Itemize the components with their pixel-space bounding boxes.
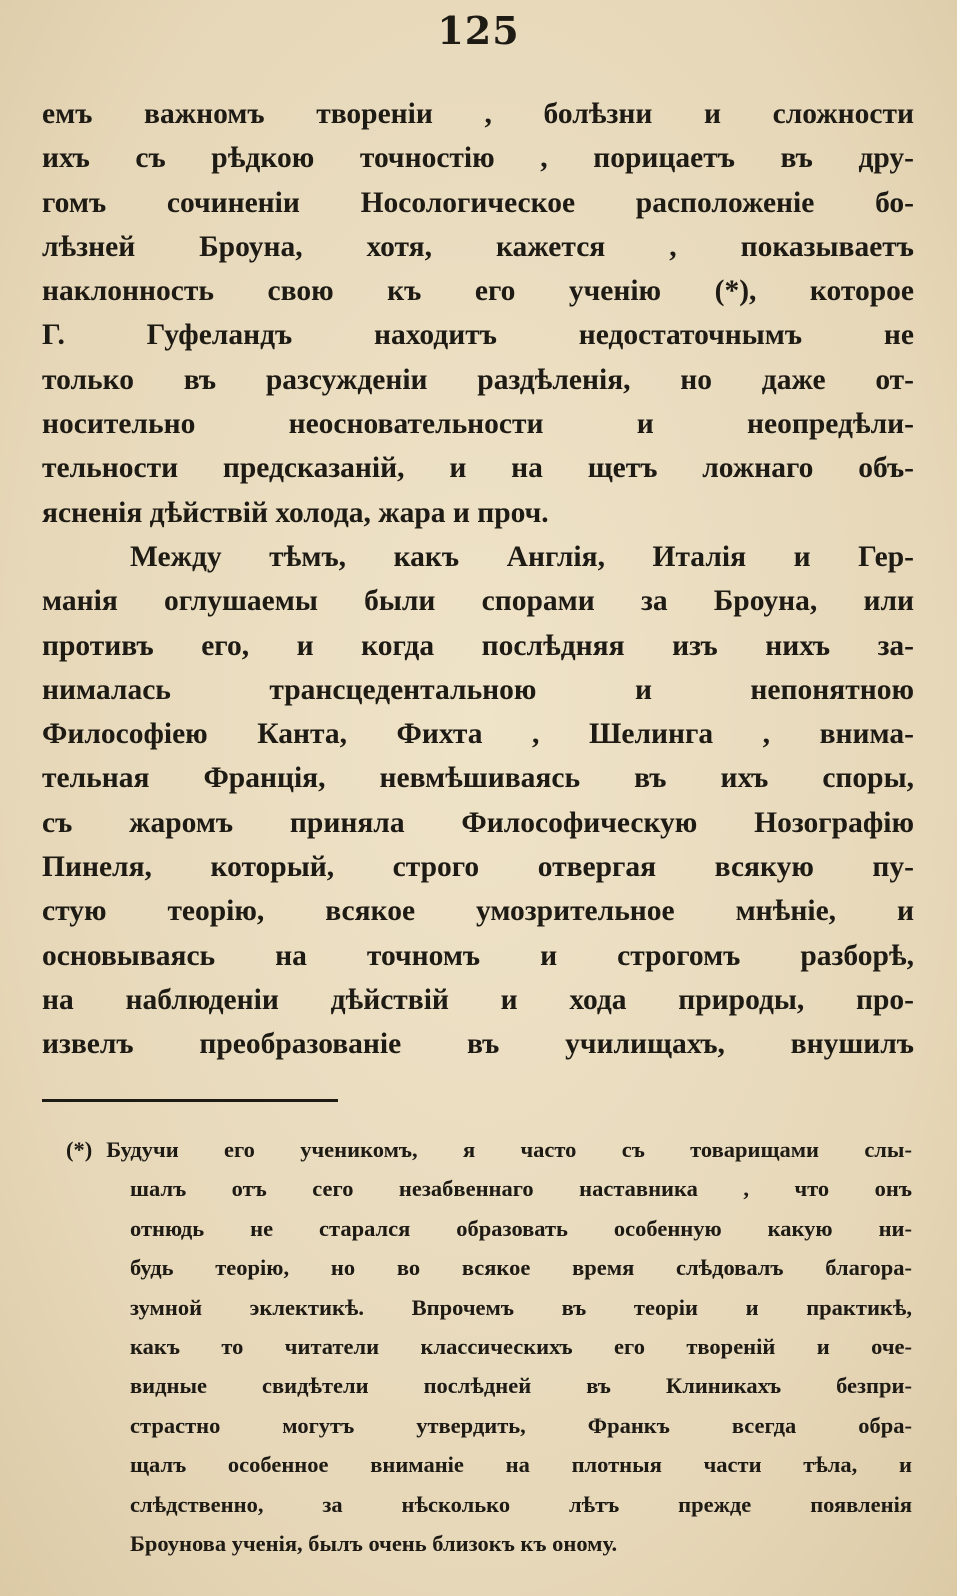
footnote-line: будь теорію, но во всякое время слѣдовалъ благора- <box>130 1255 912 1281</box>
footnote-line: щалъ особенное вниманіе на плотныя части тѣла, и <box>130 1452 912 1478</box>
text-line: нималась трансцедентальною и непонятною <box>42 673 914 706</box>
footnote <box>66 1130 912 1563</box>
text-line: лѣзней Броуна, хотя, кажется , показываетъ <box>42 230 914 263</box>
footnote-line: видные свидѣтели послѣдней въ Клиникахъ безпри- <box>130 1373 912 1399</box>
footnote-divider <box>42 1099 338 1102</box>
text-line: извелъ преобразованіе въ училищахъ, внушилъ <box>42 1028 914 1061</box>
text-line: манія оглушаемы были спорами за Броуна, или <box>42 585 914 618</box>
footnote-line: какъ то читатели классическихъ его твореній и оче- <box>130 1334 912 1360</box>
footnote-line: отнюдь не старался образовать особенную какую ни- <box>130 1215 912 1241</box>
text-line: съ жаромъ приняла Философическую Нозографію <box>42 806 914 839</box>
text-line: стую теорію, всякое умозрительное мнѣніе, и <box>42 895 914 928</box>
text-line: только въ разсужденіи раздѣленія, но даже от- <box>42 363 914 396</box>
footnote-line: шалъ отъ сего незабвеннаго наставника , что онъ <box>130 1176 912 1202</box>
text-line: Философіею Канта, Фихта , Шелинга , внима- <box>42 718 914 751</box>
text-line: противъ его, и когда послѣдняя изъ нихъ за- <box>42 629 914 662</box>
footnote-line: Броунова ученія, былъ очень близокъ къ оному. <box>130 1531 618 1557</box>
text-line: Г. Гуфеландъ находитъ недостаточнымъ не <box>42 319 914 352</box>
text-line: Между тѣмъ, какъ Англія, Италія и Гер- <box>130 540 914 573</box>
text-line: наклонность свою къ его ученію (*), которое <box>42 275 914 308</box>
text-line: Пинеля, который, строго отвергая всякую пу- <box>42 851 914 884</box>
footnote-line <box>66 1130 912 1169</box>
text-line: ихъ съ рѣдкою точностію , порицаетъ въ дру- <box>42 142 914 175</box>
text-line: тельности предсказаній, и на щетъ ложнаго объ- <box>42 452 914 485</box>
text-line: емъ важномъ твореніи , болѣзни и сложности <box>42 98 914 130</box>
page-number: 125 <box>437 8 520 53</box>
text-line: на наблюденіи дѣйствій и хода природы, про- <box>42 983 914 1016</box>
footnote-marker: (*) <box>66 1137 93 1162</box>
text-line: носительно неосновательности и неопредѣли- <box>42 408 914 441</box>
main-text <box>42 92 914 1067</box>
footnote-line: зумной эклектикѣ. Впрочемъ въ теоріи и практикѣ, <box>130 1294 912 1320</box>
footnote-text: Будучи его ученикомъ, я часто съ товарищами слы- <box>106 1137 912 1162</box>
footnote-line: страстно могутъ утвердить, Франкъ всегда обра- <box>130 1412 912 1438</box>
text-line: ясненія дѣйствій холода, жара и проч. <box>42 496 549 529</box>
footnote-line: слѣдственно, за нѣсколько лѣтъ прежде появленія <box>130 1491 912 1517</box>
text-line: основываясь на точномъ и строгомъ разборѣ, <box>42 939 914 972</box>
text-line: гомъ сочиненіи Носологическое расположеніе бо- <box>42 186 914 219</box>
text-line: тельная Франція, невмѣшиваясь въ ихъ споры, <box>42 762 914 795</box>
